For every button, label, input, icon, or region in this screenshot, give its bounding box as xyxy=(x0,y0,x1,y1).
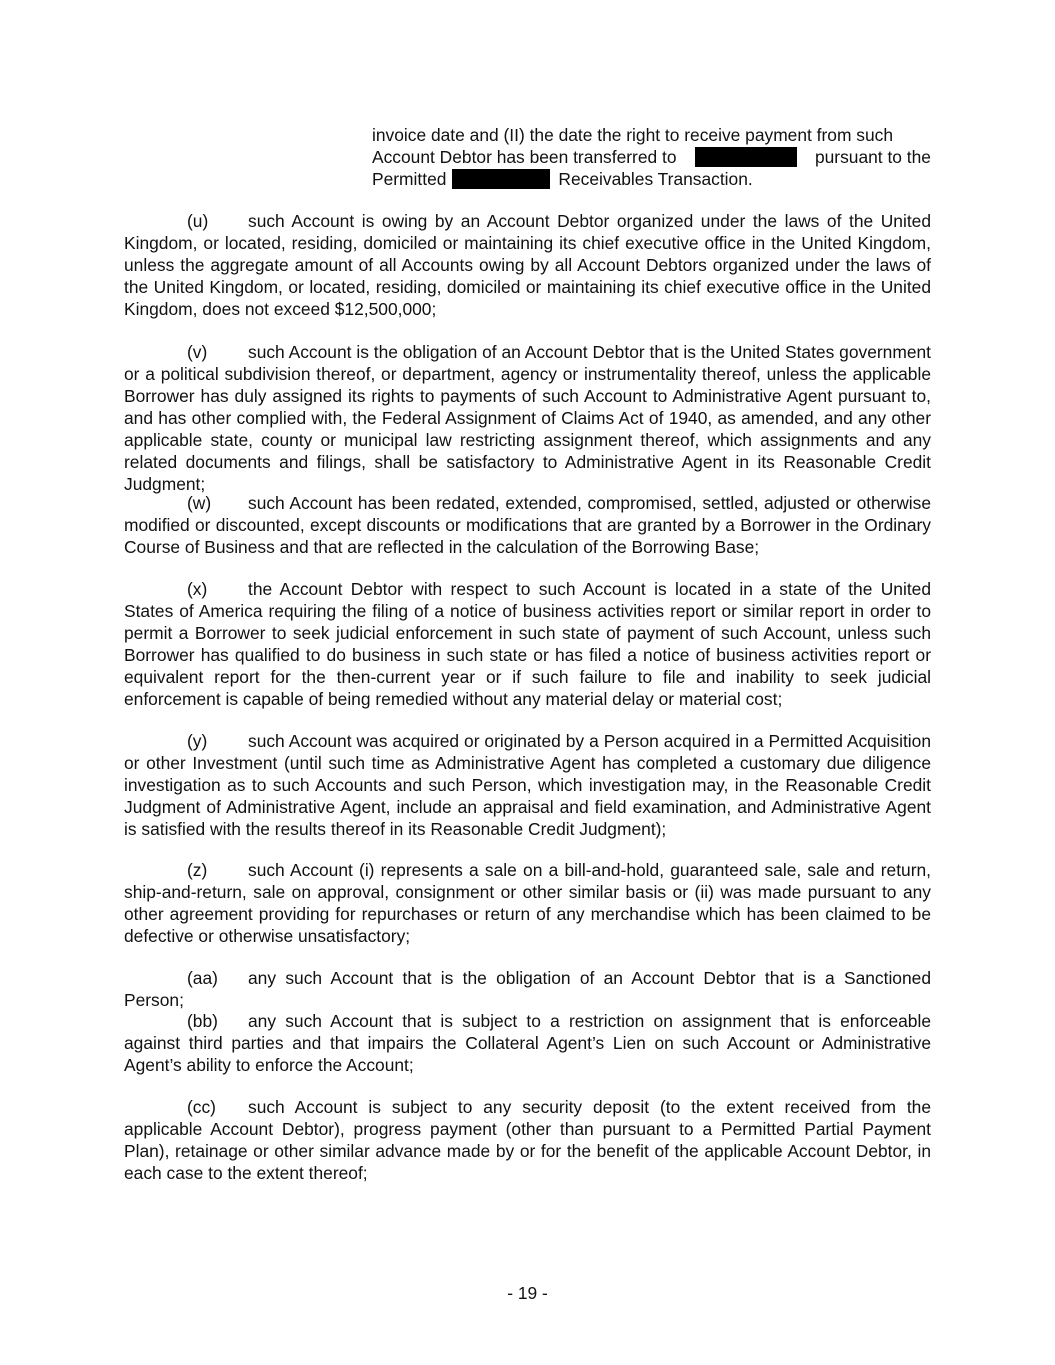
page-number: - 19 - xyxy=(507,1283,548,1303)
redaction-box xyxy=(452,169,550,189)
continuation-line-3 xyxy=(372,168,931,190)
clause-x xyxy=(124,578,931,710)
clause-aa xyxy=(124,967,931,1011)
clause-v xyxy=(124,341,931,495)
clause-u xyxy=(124,210,931,320)
clause-label: (w) xyxy=(187,493,212,513)
clause-text: the Account Debtor with respect to such Account is located in a state of the United States of America requiring the filing of a notice of business activities report or similar report in order to permit a Borrower to seek judicial enforcement in such state of payment of such Account, unless such Borrower has qualified to do business in such state or has filed a notice of business activities report or equivalent report for the then-current year or if such failure to file and inability to seek judicial enforcement is capable of being remedied without any material delay or material cost; xyxy=(124,579,931,709)
clause-text: such Account is the obligation of an Account Debtor that is the United States government or a political subdivision thereof, or department, agency or instrumentality thereof, unless the applicable Borrower has duly assigned its rights to payments of such Account to Administrative Agent pursuant to, and has other complied with, the Federal Assignment of Claims Act of 1940, as amended, and any other applicable state, county or municipal law restricting assignment thereof, which assignments and any related documents and filings, shall be satisfactory to Administrative Agent in its Reasonable Credit Judgment; xyxy=(124,342,931,494)
continuation-line-1 xyxy=(372,124,931,146)
continuation-text-1: invoice date and (II) the date the right to receive payment from such xyxy=(372,125,894,145)
clause-text: such Account has been redated, extended, compromised, settled, adjusted or otherwise modified or discounted, except discounts or modifications that are granted by a Borrower in the Ordinary Course of Business and that are reflected in the calculation of the Borrowing Base; xyxy=(124,493,931,557)
clause-label: (v) xyxy=(187,342,208,362)
continuation-line-2 xyxy=(372,146,931,168)
clause-label: (aa) xyxy=(187,968,218,988)
clause-label: (y) xyxy=(187,731,208,751)
continuation-text-2a: Account Debtor has been transferred to xyxy=(372,147,677,167)
redaction-box xyxy=(695,147,797,167)
clause-z xyxy=(124,859,931,947)
clause-text: such Account (i) represents a sale on a bill-and-hold, guaranteed sale, sale and return, ship-and-return, sale on approval, consignment or other similar basis or (ii) was made pursuant to any other agreement providing for repurchases or return of any merchandise which has been claimed to be defective or otherwise unsatisfactory; xyxy=(124,860,931,946)
clause-y xyxy=(124,730,931,840)
continuation-text-3b: Receivables Transaction. xyxy=(558,169,753,189)
clause-label: (z) xyxy=(187,860,208,880)
clause-text: such Account was acquired or originated by a Person acquired in a Permitted Acquisition or other Investment (until such time as Administrative Agent has completed a customary due diligence investigation as to such Accounts and such Person, which investigation may, in the Reasonable Credit Judgment of Administrative Agent, include an appraisal and field examination, and Administrative Agent is satisfied with the results thereof in its Reasonable Credit Judgment); xyxy=(124,731,931,839)
continuation-block xyxy=(372,124,931,190)
clause-text: such Account is subject to any security deposit (to the extent received from the applicable Account Debtor), progress payment (other than pursuant to a Permitted Partial Payment Plan), retainage or other similar advance made by or for the benefit of the applicable Account Debtor, in each case to the extent thereof; xyxy=(124,1097,931,1183)
clause-text: any such Account that is subject to a restriction on assignment that is enforceable against third parties and that impairs the Collateral Agent’s Lien on such Account or Administrative Agent’s ability to enforce the Account; xyxy=(124,1011,931,1075)
clause-cc xyxy=(124,1096,931,1184)
clause-label: (cc) xyxy=(187,1097,216,1117)
clause-bb xyxy=(124,1010,931,1076)
clause-label: (bb) xyxy=(187,1011,218,1031)
clause-label: (x) xyxy=(187,579,208,599)
continuation-text-3a: Permitted xyxy=(372,169,447,189)
clause-label: (u) xyxy=(187,211,209,231)
clause-text: any such Account that is the obligation of an Account Debtor that is a Sanctioned Person; xyxy=(124,968,931,1010)
continuation-text-2b: pursuant to the xyxy=(814,147,931,167)
clause-w xyxy=(124,492,931,558)
clause-text: such Account is owing by an Account Debtor organized under the laws of the United Kingdom, or located, residing, domiciled or maintaining its chief executive office in the United Kingdom, unless the aggregate amount of all Accounts owing by all Account Debtors organized under the laws of the United Kingdom, or located, residing, domiciled or maintaining its chief executive office in the United Kingdom, does not exceed $12,500,000; xyxy=(124,211,931,319)
